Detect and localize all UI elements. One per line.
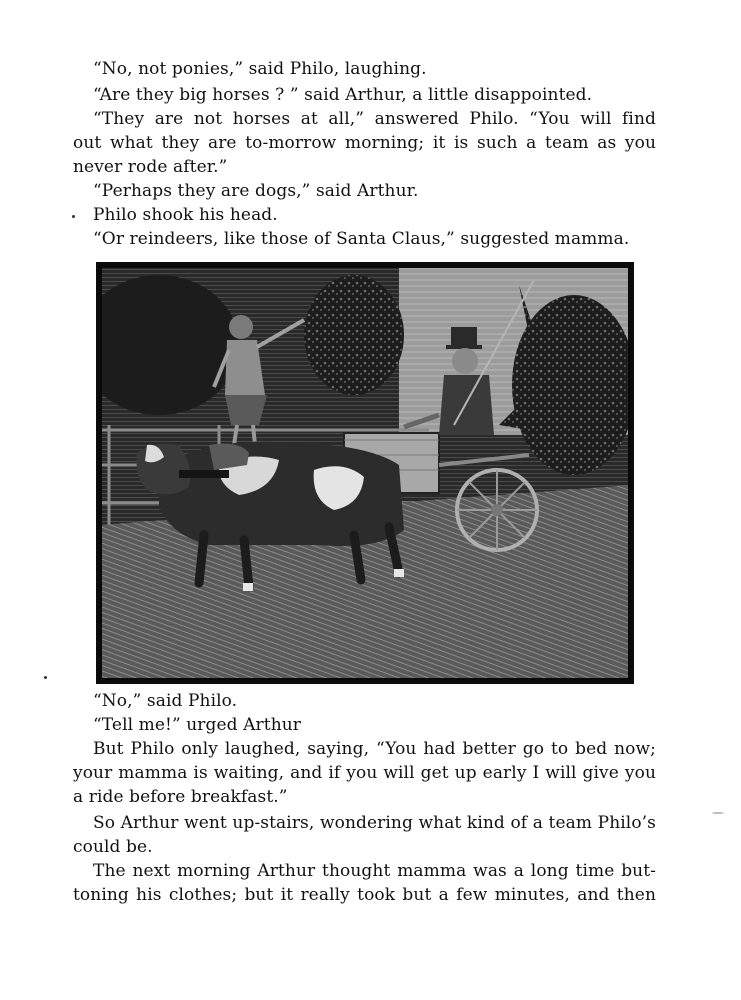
text-line: toning his clothes; but it really took but a few minutes, and then [73,885,656,905]
text-line: “No, not ponies,” said Philo, laughing. [93,59,427,79]
print-speck [44,676,47,679]
print-speck [72,215,75,218]
text-line: never rode after.” [73,157,228,177]
ox-cart-scene [99,265,631,681]
text-line: “Perhaps they are dogs,” said Arthur. [93,181,419,201]
text-line: out what they are to-morrow morning; it is such a team as you [73,133,656,153]
tree [512,295,631,475]
text-line: “Tell me!” urged Arthur [93,715,302,735]
tree [304,275,404,395]
text-line: The next morning Arthur thought mamma was a long time but- [93,861,656,881]
text-line: a ride before breakfast.” [73,787,288,807]
text-line: So Arthur went up-stairs, wondering what kind of a team Philo’s [93,813,656,833]
print-speck [712,812,724,814]
text-line: “No,” said Philo. [93,691,238,711]
text-line: But Philo only laughed, saying, “You had better go to bed now; [93,739,656,759]
text-line: Philo shook his head. [93,205,278,225]
text-line: could be. [73,837,153,857]
text-line: “They are not horses at all,” answered Philo. “You will find [93,109,656,129]
text-line: your mamma is waiting, and if you will get up early I will give you [73,763,656,783]
text-line: “Are they big horses ? ” said Arthur, a little disappointed. [93,85,593,105]
text-line: “Or reindeers, like those of Santa Claus,” suggested mamma. [93,229,630,249]
engraving-illustration [99,265,631,681]
